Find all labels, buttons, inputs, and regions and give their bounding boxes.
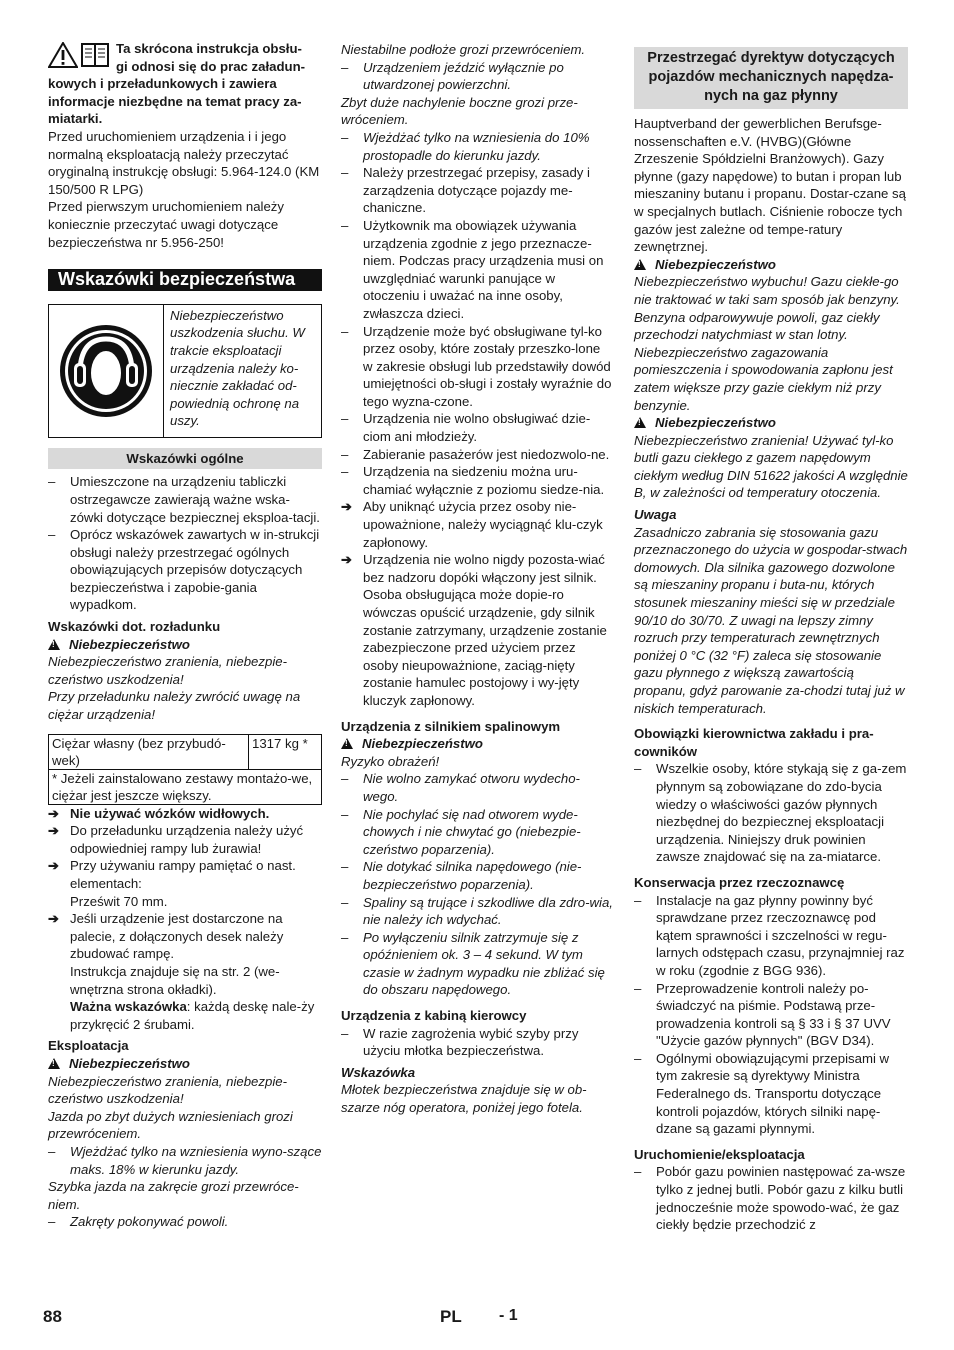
warning-icon [48,1058,60,1069]
startup-list [634,1163,908,1233]
list-item: – Urządzenie może być obsługiwane tyl-ko przez osoby, które zostały przeszko-lone w zakresie obsługi lub przedstawiły dowód umiejętności ob-sługi i zostały wyraźnie do tego wyzna-czone. [341,323,613,411]
danger-text-2: Niebezpieczeństwo zranienia! Używać tyl-ko butli gazu ciekłego z gazem napędowym ciekłym według DIN 51622 jakości A względnie B, w zależności od temperatury otoczenia. [634,432,908,501]
language-code: PL [440,1307,462,1326]
weight-label: Ciężar własny (bez przybudó-wek) [49,734,249,769]
page-number: 88 [43,1307,62,1326]
intro-block [48,40,322,251]
warning-icon [634,417,646,428]
hint-label: Wskazówka [341,1064,416,1080]
column-3 [634,47,908,1234]
list-item: – Wjeżdżać tylko na wzniesienia wyno-szące maks. 18% w kierunku jazdy. [48,1143,322,1178]
section-title: Wskazówki bezpieczeństwa [48,269,322,291]
rules-list [341,164,613,498]
intro-bold-line-2: gi odnosi się do prac załadun- [116,58,306,74]
gas-title: Przestrzegać dyrektyw dotyczących pojazdów mechanicznych napędza-nych na gaz płynny [634,47,908,109]
list-item: – Instalacje na gaz płynny powinny być sprawdzane przez rzeczoznawcę pod kątem sprawności i szczelności w regu-larnych odstępach czasu, przynajmniej raz w roku (zgodnie z BGG 936). [634,892,908,980]
arrow-icon: ➔ [48,911,60,927]
danger-heading: ! Niebezpieczeństwo [341,735,613,753]
warning-icon [48,42,78,68]
list-item: – Należy przestrzegać przepisy, zasady i zarządzenia dotyczące pojazdy me-chaniczne. [341,164,613,217]
arrow-icon: ➔ [341,552,353,568]
manual-book-icon [80,42,110,68]
weight-value: 1317 kg * [249,734,322,769]
warning-icon [48,639,60,650]
duties-title: Obowiązki kierownictwa zakładu i pra-cowników [634,726,874,759]
list-item: – Pobór gazu powinien następować za-wsze tylko z jednej butli. Pobór gazu z kilku butli jednocześnie może spowodo-wać, że gaz ciekły będzie przechodzić z [634,1163,908,1233]
list-item: – Spaliny są trujące i szkodliwe dla zdro-wia, nie należy ich wdychać. [341,894,613,929]
arrow-icon: ➔ [48,805,60,821]
arrow-icon: ➔ [341,499,353,515]
list-item: – Urządzenia nie wolno obsługiwać dzie-ciom ani młodzieży. [341,410,613,445]
list-item: – Przeprowadzenie kontroli należy po-świadczyć na piśmie. Podstawą prze-prowadzenia kontroli są § 33 i § 37 UVV "Użycie gazów płynnych" (BGV D34). [634,980,908,1050]
danger-text-1: Niebezpieczeństwo wybuchu! Gazu ciekłe-go nie traktować w taki sam sposób jak benzyny. Benzyna odparowywuje powoli, gaz ciekły przechodzi natychmiast w stan lotny. Niebezpieczeństwo zagazowania pomieszczenia i spowodowania zapłonu jest zatem większe przy gazie ciekłym niż przy benzynie. [634,274,900,413]
operation-list-1 [48,1143,322,1178]
engine-title: Urządzenia z silnikiem spalinowym [341,718,561,734]
list-item: – Umieszczone na urządzeniu tabliczki ostrzegawcze zawierają ważne wska-zówki dotyczące bezpiecznej eksploa-tacji. [48,473,322,526]
danger-heading: ! Niebezpieczeństwo [48,636,322,654]
danger-heading: ! Niebezpieczeństwo [634,256,908,274]
arrow-item-2: ➔ Do przeładunku urządzenia należy użyć odpowiedniej rampy lub żurawia! [48,823,304,856]
unload-danger-2: Przy przeładunku należy zwrócić uwagę na ciężar urządzenia! [48,689,301,723]
hint-text: Młotek bezpieczeństwa znajduje się w ob-szarze nóg operatora, poniżej jego fotela. [341,1082,587,1116]
general-title: Wskazówki ogólne [48,448,322,470]
maintenance-title: Konserwacja przez rzeczoznawcę [634,874,845,890]
intro-bold-rest: kowych i przeładunkowych i zawiera informacje niezbędne na temat pracy za-miatarki. [48,76,302,127]
list-item: – Nie wolno zamykać otworu wydecho-wego. [341,770,613,805]
list-item: – Nie dotykać silnika napędowego (nie-bezpieczeństwo poparzenia). [341,858,613,893]
note-label: Uwaga [634,507,677,523]
hearing-warning-text: Niebezpieczeństwo uszkodzenia słuchu. W trakcie eksploatacji urządzenia należy ko-niecznie zakładać od-powiednią ochronę na uszy. [170,307,305,429]
list-item: – Zakręty pokonywać powoli. [48,1213,322,1231]
arrow-item-2: ➔ Urządzenia nie wolno nigdy pozosta-wiać bez nadzoru dopóki włączony jest silnik. Osoba obsługująca może dopie-ro wówczas opuścić urządzenie, gdy silnik zostanie zatrzymany, urządzenie zostanie zabezpieczone przed użyciem przez osoby nieupoważnione, zaciąg-nięty zostanie hamulec postojowy i wy-jęty kluczyk zapłonowy. [341,552,607,708]
weight-note: * Jeżeli zainstalowano zestawy montażo-we, ciężar jest jeszcze większy. [49,769,322,804]
list-item: – Wszelkie osoby, które stykają się z ga-zem płynnym są zobowiązane do zdo-bycia wiedzy o właściwości gazów płynnych niezbędnej do bezpiecznej eksploatacji urządzenia. Niniejszy druk powinien zawsze znajdować się na za-miatarce. [634,760,908,866]
ramp-instruction: Instrukcja znajduje się na str. 2 (we-wnętrzna strona okładki). [70,963,280,997]
operation-danger-3: Szybka jazda na zakręcie grozi przewróce-niem. [48,1179,299,1212]
list-item: – Nie pochylać się nad otworem wyde-chowych i nie chwytać go (niebezpie-czeństwo poparzenia). [341,806,613,859]
operation-list-2 [48,1213,322,1231]
gas-intro: Hauptverband der gewerblichen Berufsge-nossenschaften e.V. (HVBG)(Główne Zrzeszenie Spółdzielni Branżowych). Gazy płynne (gazy napędowe) to butan i propan lub mieszaniny butanu i propanu. Dostar-czane są w specjalnych butlach. Ciśnienie robocze tych gazów jest zależne od tempe-ratury zewnętrznej. [634,116,906,255]
operation-danger-1: Niebezpieczeństwo zranienia, niebezpie-czeństwo uszkodzenia! [48,1073,287,1107]
arrow-icon: ➔ [48,858,60,874]
cab-title: Urządzenia z kabiną kierowcy [341,1008,527,1024]
maintenance-list [634,892,908,1138]
column-2 [341,41,613,1117]
list-item: – Oprócz wskazówek zawartych w in-strukcji obsługi należy przestrzegać ogólnych obowiązujących przepisów dotyczących bezpieczeństwa i zapobie-gania wypadkom. [48,526,322,614]
hearing-warning-box [48,304,322,438]
arrow-item-4: ➔ Jeśli urządzenie jest dostarczone na palecie, z dołączonych desek należy zbudować rampę. [48,911,284,962]
sub-page-number: - 1 [499,1307,518,1324]
unload-title: Wskazówki dot. rozładunku [48,619,221,635]
danger-heading: ! Niebezpieczeństwo [634,414,908,432]
arrow-item-1: ➔ Aby uniknąć użycia przez osoby nie-upoważnione, należy wyciągnąć klu-czyk zapłonowy. [341,499,603,550]
intro-bold-line-1: Ta skrócona instrukcja obsłu- [116,41,302,56]
intro-paragraph-2: Przed pierwszym uruchomieniem należy koniecznie przeczytać uwagi dotyczące bezpieczeństwa nr 5.956-250! [48,199,284,250]
duties-list [634,760,908,866]
arrow-item-1: ➔ Nie używać wózków widłowych. [48,805,270,821]
note-text: Zasadniczo zabrania się stosowania gazu przeznaczonego do użycia w gospodar-stwach domowych. Dla silnika gazowego dozwolone są mieszaniny propanu i buta-nu, których stosunek mieszaniny mieści się w przedziale 90/10 do 30/70. Z uwagi na lepszy zimny rozruch przy temperaturach zewnętrznych poniżej 0 °C (32 °F) zaleca się stosowanie gazu płynnego z większą zawartością propanu, gdyż parowanie za-chodzi tutaj już w niskich temperaturach. [634,524,908,716]
list-item: – Wjeżdżać tylko na wzniesienia do 10% prostopadle do kierunku jazdy. [341,129,613,164]
startup-title: Uruchomienie/eksploatacja [634,1146,805,1162]
warning-icon [634,259,646,270]
unload-danger-1: Niebezpieczeństwo zranienia, niebezpie-czeństwo uszkodzenia! [48,654,287,687]
unstable-ground-text: Niestabilne podłoże grozi przewróceniem. [341,42,586,57]
list-item: – Po wyłączeniu silnik zatrzymuje się z opóźnieniem ok. 3 – 4 sekund. W tym czasie w żadnym wypadku nie zbliżać się do obszaru napędowego. [341,929,613,999]
list-item: – Użytkownik ma obowiązek używania urządzenia zgodnie z jego przeznacze-niem. Podczas pracy urządzenia musi on uwzględniać warunki panujące w otoczeniu i uważać na inne osoby, zwłaszcza dzieci. [341,217,613,323]
list-item: – Urządzenia na siedzeniu można uru-chamiać wyłącznie z poziomu siedze-nia. [341,463,613,498]
important-note: Ważna wskazówka: każdą deskę nale-ży przykręcić 2 śrubami. [70,999,315,1032]
clearance-text: Prześwit 70 mm. [70,893,168,909]
side-slope-text: Zbyt duże nachylenie boczne grozi prze-wróceniem. [341,94,578,128]
intro-paragraph-1: Przed uruchomieniem urządzenia i i jego normalną eksploatacją należy przeczytać oryginalną instrukcję obsługi: 5.964-124.0 (KM 150/500 R LPG) [48,128,320,197]
arrow-item-3: ➔ Przy używaniu rampy pamiętać o nast. elementach: [48,858,296,891]
header-icons [48,42,110,68]
engine-list [341,770,613,999]
operation-title: Eksploatacja [48,1038,129,1054]
general-list [48,473,322,614]
ear-protection-icon [58,323,154,419]
engine-risk: Ryzyko obrażeń! [341,753,440,769]
operation-danger-2: Jazda po zbyt dużych wzniesieniach grozi przewróceniem. [48,1108,293,1142]
list-item: – Urządzeniem jeździć wyłącznie po utwardzonej powierzchni. [341,59,613,94]
list-item: – Zabieranie pasażerów jest niedozwolo-ne. [341,446,613,464]
weight-table [48,734,322,805]
cab-list [341,1025,613,1060]
arrow-icon: ➔ [48,823,60,839]
list-item: – W razie zagrożenia wybić szyby przy użyciu młotka bezpieczeństwa. [341,1025,613,1060]
list-item: – Ogólnymi obowiązującymi przepisami w tym zakresie są dyrektywy Ministra Federalnego ds. Transportu dotyczące kontroli pojazdów, których silniki napę-dzane są gazami płynnymi. [634,1050,908,1138]
warning-icon [341,738,353,749]
column-1 [48,40,322,1231]
danger-heading: ! Niebezpieczeństwo [48,1055,322,1073]
